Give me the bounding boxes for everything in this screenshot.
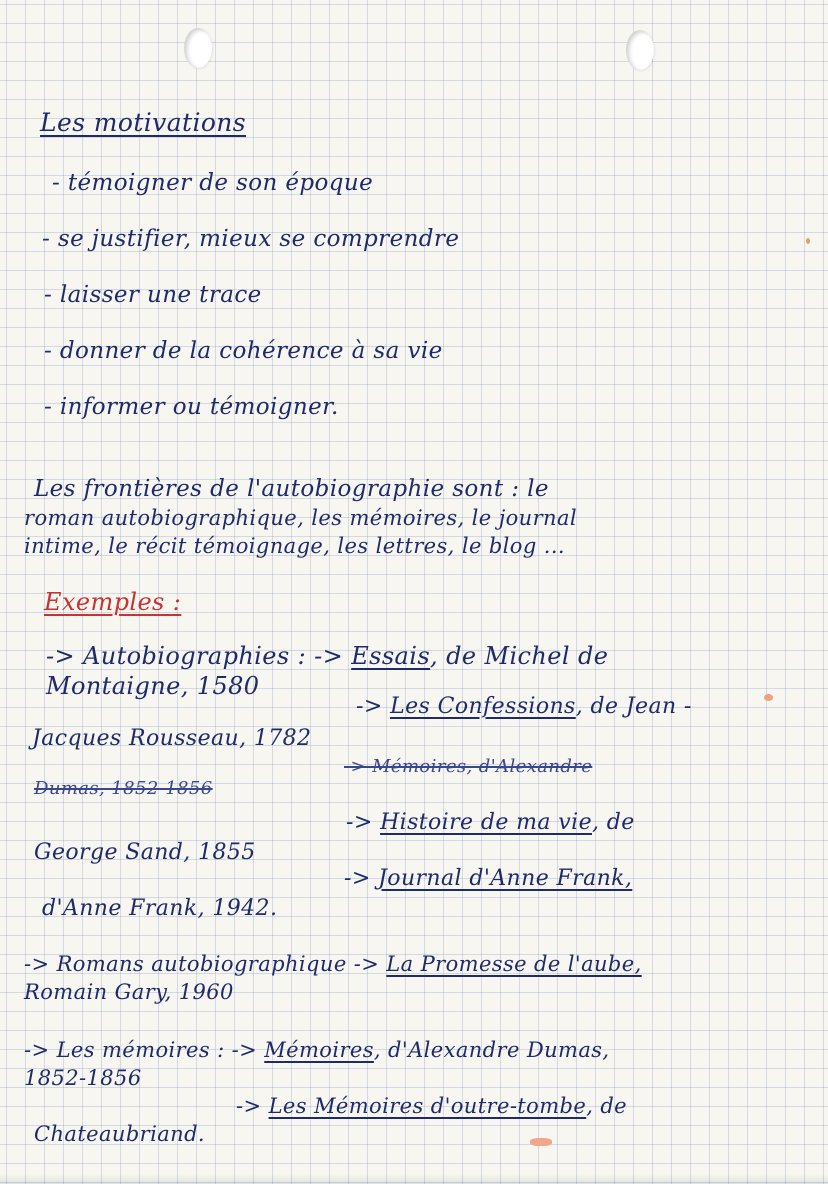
journal-title: Journal d'Anne Frank, [378, 866, 633, 891]
struck-memoires-line1: -> Mémoires, d'Alexandre [344, 756, 593, 777]
example-memoires-line [24, 1038, 610, 1062]
ink-spot [806, 238, 810, 244]
struck-memoires-line2: Dumas, 1852-1856 [34, 778, 213, 799]
confessions-arrow: -> [356, 694, 383, 719]
essais-author: , de Michel de [430, 642, 609, 670]
roman-prefix: -> Romans autobiographique -> [24, 952, 380, 976]
motivation-item: - témoigner de son époque [52, 170, 374, 196]
frontieres-line: Les frontières de l'autobiographie sont : le [34, 476, 549, 502]
roman-title: La Promesse de l'aube, [386, 952, 642, 976]
confessions-author-line2: Jacques Rousseau, 1782 [32, 726, 312, 751]
memoires-author: , d'Alexandre Dumas, [373, 1038, 610, 1062]
essais-title: Essais [351, 642, 431, 670]
binder-hole-left [184, 28, 212, 68]
example-autobio-line [46, 642, 608, 670]
example-histoire-line [346, 810, 635, 835]
journal-arrow: -> [344, 866, 371, 891]
example-outre-tombe-line [236, 1094, 627, 1118]
outre-title: Les Mémoires d'outre-tombe [268, 1094, 587, 1118]
histoire-author-line2: George Sand, 1855 [34, 840, 256, 865]
histoire-author: , de [592, 810, 635, 835]
memoires-prefix: -> Les mémoires : -> [24, 1038, 258, 1062]
confessions-author: , de Jean - [575, 694, 692, 719]
example-roman-line [24, 952, 642, 976]
outre-arrow: -> [236, 1094, 262, 1118]
frontieres-line: intime, le récit témoignage, les lettres, le blog ... [24, 534, 565, 558]
motivation-item: - informer ou témoigner. [44, 394, 339, 420]
outre-author-line2: Chateaubriand. [34, 1122, 205, 1146]
memoires-dates: 1852-1856 [24, 1066, 142, 1090]
motivation-item: - laisser une trace [44, 282, 262, 308]
motivation-item: - se justifier, mieux se comprendre [42, 226, 460, 252]
example-confessions-line [356, 694, 692, 719]
outre-author: , de [586, 1094, 628, 1118]
confessions-title: Les Confessions [390, 694, 576, 719]
journal-author-line2: d'Anne Frank, 1942. [42, 896, 278, 921]
example-journal-line [344, 866, 632, 891]
memoires-title: Mémoires [264, 1038, 374, 1062]
roman-author: Romain Gary, 1960 [24, 980, 234, 1004]
page-bottom-edge [0, 1174, 828, 1184]
exemples-title: Exemples : [44, 588, 182, 616]
essais-author-line2: Montaigne, 1580 [46, 672, 260, 700]
ink-spot [764, 694, 773, 701]
motivations-title: Les motivations [40, 108, 247, 137]
autobio-prefix: -> Autobiographies : -> [46, 642, 344, 670]
histoire-arrow: -> [346, 810, 373, 835]
motivation-item: - donner de la cohérence à sa vie [44, 338, 443, 364]
binder-hole-right [626, 30, 654, 70]
ink-spot [530, 1138, 552, 1146]
histoire-title: Histoire de ma vie [380, 810, 592, 835]
frontieres-line: roman autobiographique, les mémoires, le journal [24, 506, 577, 530]
